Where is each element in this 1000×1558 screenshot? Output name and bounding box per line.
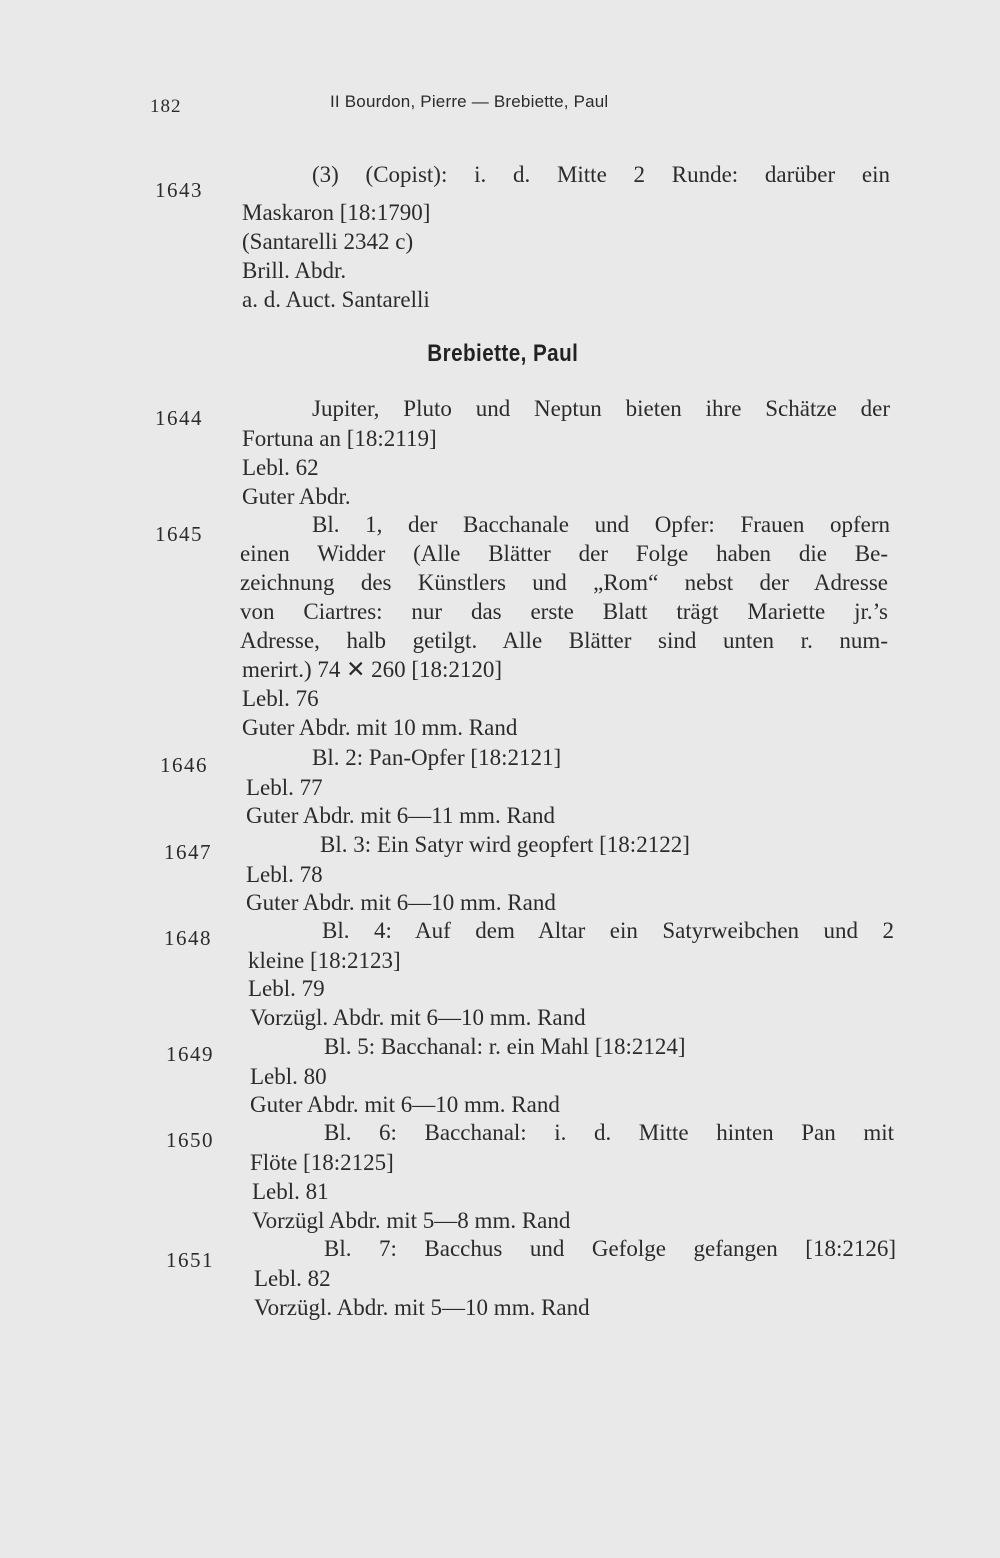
entry-number: 1643 — [155, 178, 203, 202]
entry-number: 1645 — [155, 522, 203, 546]
entry-line: Lebl. 82 — [254, 1266, 331, 1291]
entry-line: Fortuna an [18:2119] — [242, 426, 437, 451]
entry-line: Bl. 3: Ein Satyr wird geopfert [18:2122] — [320, 832, 690, 857]
section-title: Brebiette, Paul — [427, 340, 579, 367]
entry-number: 1650 — [166, 1128, 214, 1152]
entry-number: 1647 — [164, 840, 212, 864]
entry-line: (Santarelli 2342 c) — [242, 229, 414, 254]
entry-line: Jupiter, Pluto und Neptun bieten ihre Schätze der — [312, 396, 890, 421]
running-title: II Bourdon, Pierre — Brebiette, Paul — [330, 92, 609, 111]
entry-line: von Ciartres: nur das erste Blatt trägt Mariette jr.’s — [240, 599, 888, 624]
entry-line: Bl. 6: Bacchanal: i. d. Mitte hinten Pan mit — [324, 1120, 894, 1145]
entry-line: Lebl. 78 — [246, 862, 323, 887]
entry-line: Vorzügl. Abdr. mit 6—10 mm. Rand — [250, 1005, 586, 1030]
entry-line: Guter Abdr. mit 10 mm. Rand — [242, 715, 518, 740]
entry-line: Bl. 2: Pan-Opfer [18:2121] — [312, 745, 562, 770]
entry-number: 1644 — [155, 406, 203, 430]
entry-line: zeichnung des Künstlers und „Rom“ nebst der Adresse — [240, 570, 888, 595]
page-number: 182 — [150, 96, 182, 117]
entry-line: Bl. 7: Bacchus und Gefolge gefangen [18:2126] — [324, 1236, 896, 1261]
entry-line: Bl. 5: Bacchanal: r. ein Mahl [18:2124] — [324, 1034, 686, 1059]
entry-line: Lebl. 79 — [248, 976, 325, 1001]
entry-line: einen Widder (Alle Blätter der Folge haben die Be- — [240, 541, 888, 566]
entry-line: kleine [18:2123] — [248, 948, 401, 973]
entry-number: 1649 — [166, 1042, 214, 1066]
entry-line: Lebl. 77 — [246, 775, 323, 800]
entry-line: (3) (Copist): i. d. Mitte 2 Runde: darüber ein — [312, 162, 890, 187]
entry-line: Guter Abdr. mit 6—10 mm. Rand — [250, 1092, 560, 1117]
entry-line: Lebl. 80 — [250, 1064, 327, 1089]
entry-line: Maskaron [18:1790] — [242, 200, 431, 225]
entry-line: Bl. 1, der Bacchanale und Opfer: Frauen opfern — [312, 512, 890, 537]
entry-line: Vorzügl. Abdr. mit 5—10 mm. Rand — [254, 1295, 590, 1320]
entry-number: 1648 — [164, 926, 212, 950]
entry-line: Vorzügl Abdr. mit 5—8 mm. Rand — [252, 1208, 571, 1233]
entry-number: 1646 — [160, 753, 208, 777]
running-head — [150, 92, 710, 126]
entry-number: 1651 — [166, 1248, 214, 1272]
entry-line: Guter Abdr. mit 6—10 mm. Rand — [246, 890, 556, 915]
entry-line: Lebl. 76 — [242, 686, 319, 711]
entry-line: Flöte [18:2125] — [250, 1150, 394, 1175]
entry-line: Guter Abdr. — [242, 484, 351, 509]
entry-line: a. d. Auct. Santarelli — [242, 287, 430, 312]
entry-line: Lebl. 81 — [252, 1179, 329, 1204]
entry-line: Lebl. 62 — [242, 455, 319, 480]
entry-line: Brill. Abdr. — [242, 258, 347, 283]
entry-line: Adresse, halb getilgt. Alle Blätter sind unten r. num- — [240, 628, 888, 653]
entry-line: merirt.) 74 ✕ 260 [18:2120] — [242, 657, 503, 682]
entry-line: Guter Abdr. mit 6—11 mm. Rand — [246, 803, 555, 828]
entry-line: Bl. 4: Auf dem Altar ein Satyrweibchen und 2 — [322, 918, 894, 943]
